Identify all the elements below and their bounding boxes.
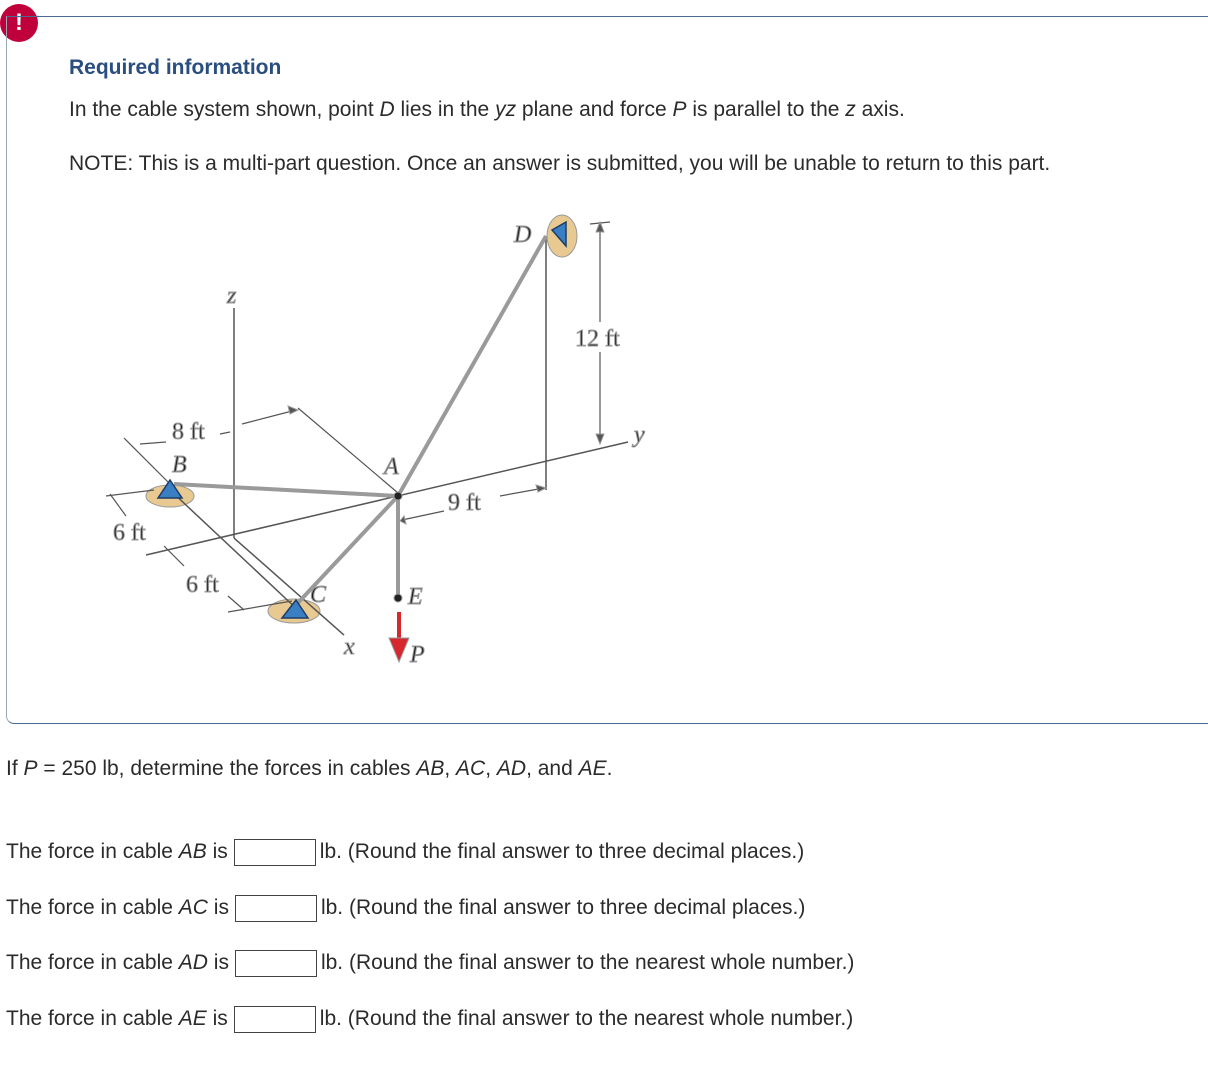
answer-row-AC <box>6 892 805 924</box>
label-E: E <box>408 584 423 610</box>
cable-AD <box>398 236 546 496</box>
answer-input-AC[interactable] <box>235 895 317 922</box>
label-C: C <box>310 582 327 608</box>
answer-input-AE[interactable] <box>234 1006 316 1033</box>
point-A <box>394 492 402 500</box>
multipart-note: NOTE: This is a multi-part question. Once an answer is submitted, you will be unable to return to this part. <box>69 152 1051 175</box>
label-6ft-bottom: 6 ft <box>186 572 219 598</box>
label-y: y <box>634 422 645 448</box>
point-E <box>394 594 402 602</box>
answer-unit-AE: lb. (Round the final answer to the nearest whole number.) <box>319 1007 854 1030</box>
required-info-title: Required information <box>69 56 282 79</box>
label-z: z <box>227 283 237 309</box>
label-A: A <box>384 454 399 480</box>
answer-unit-AD: lb. (Round the final answer to the nearest whole number.) <box>320 951 855 974</box>
answer-row-AD <box>6 947 854 979</box>
question-text: If P = 250 lb, determine the forces in cables AB, AC, AD, and AE. <box>6 757 613 780</box>
answer-input-AD[interactable] <box>235 950 317 977</box>
answer-row-AE <box>6 1003 853 1035</box>
cable-system-figure <box>100 208 660 678</box>
label-8ft: 8 ft <box>172 419 205 445</box>
answer-unit-AC: lb. (Round the final answer to three decimal places.) <box>320 896 806 919</box>
problem-statement: In the cable system shown, point D lies in the yz plane and force P is parallel to the z axis. <box>69 98 905 121</box>
label-9ft: 9 ft <box>448 490 481 516</box>
answer-label-AB: The force in cable AB is <box>6 840 228 863</box>
alert-icon: ! <box>0 4 38 42</box>
label-12ft: 12 ft <box>575 326 620 352</box>
label-D: D <box>514 222 532 248</box>
answer-unit-AB: lb. (Round the final answer to three decimal places.) <box>319 840 805 863</box>
answer-label-AC: The force in cable AC is <box>6 896 229 919</box>
label-P: P <box>410 642 425 668</box>
answer-label-AE: The force in cable AE is <box>6 1007 228 1030</box>
force-P-arrowhead <box>389 638 409 662</box>
answer-label-AD: The force in cable AD is <box>6 951 229 974</box>
answer-row-AB <box>6 836 804 868</box>
label-6ft-left: 6 ft <box>113 520 146 546</box>
label-x: x <box>344 634 355 660</box>
label-B: B <box>172 452 187 478</box>
cable-AB <box>174 484 398 496</box>
answer-input-AB[interactable] <box>234 839 316 866</box>
